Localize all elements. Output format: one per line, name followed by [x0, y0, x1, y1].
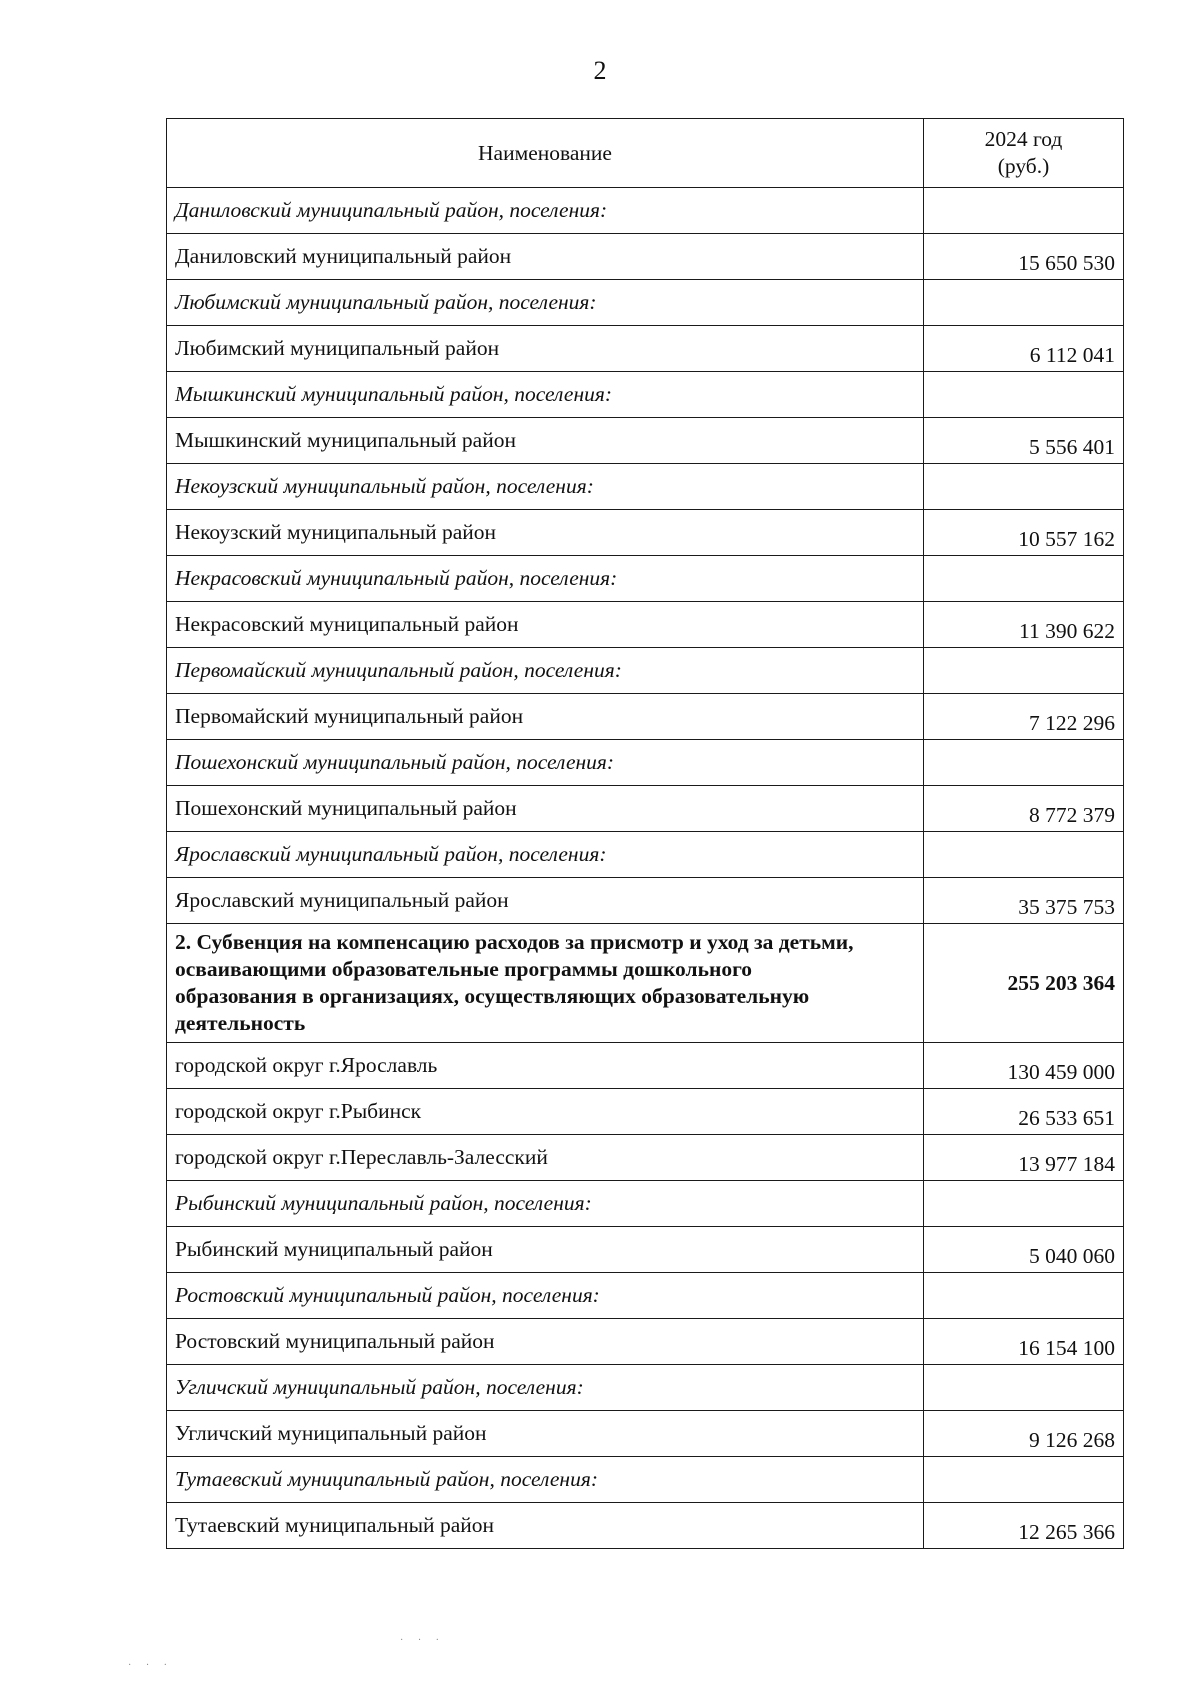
- row-value: 7 122 296: [924, 694, 1124, 740]
- region-heading-row: [167, 832, 1124, 878]
- header-year-line1: 2024 год: [984, 127, 1063, 152]
- row-name: городской округ г.Переславль-Залесский: [167, 1135, 924, 1181]
- region-heading-row: [167, 464, 1124, 510]
- row-name: Некоузский муниципальный район: [167, 510, 924, 556]
- row-name: Угличский муниципальный район, поселения:: [167, 1365, 924, 1411]
- row-value: 6 112 041: [924, 326, 1124, 372]
- row-name: Угличский муниципальный район: [167, 1411, 924, 1457]
- row-name: Пошехонский муниципальный район: [167, 786, 924, 832]
- row-name: Любимский муниципальный район: [167, 326, 924, 372]
- region-heading-row: [167, 188, 1124, 234]
- table-row: [167, 1503, 1124, 1549]
- table-row: [167, 1227, 1124, 1273]
- row-name: Некрасовский муниципальный район, поселения:: [167, 556, 924, 602]
- row-value: 8 772 379: [924, 786, 1124, 832]
- table-row: [167, 418, 1124, 464]
- row-name: Мышкинский муниципальный район: [167, 418, 924, 464]
- row-value: [924, 832, 1124, 878]
- row-value: [924, 464, 1124, 510]
- region-heading-row: [167, 648, 1124, 694]
- region-heading-row: [167, 372, 1124, 418]
- table-row: [167, 1411, 1124, 1457]
- row-value: 10 557 162: [924, 510, 1124, 556]
- section-total: 255 203 364: [924, 924, 1124, 1043]
- row-name: Первомайский муниципальный район, поселения:: [167, 648, 924, 694]
- scan-artifact: · · ·: [400, 1635, 445, 1646]
- region-heading-row: [167, 556, 1124, 602]
- row-name: городской округ г.Рыбинск: [167, 1089, 924, 1135]
- row-name: Рыбинский муниципальный район, поселения:: [167, 1181, 924, 1227]
- row-value: 9 126 268: [924, 1411, 1124, 1457]
- table-row: [167, 1319, 1124, 1365]
- row-name: Первомайский муниципальный район: [167, 694, 924, 740]
- row-value: 13 977 184: [924, 1135, 1124, 1181]
- table-body: [167, 188, 1124, 1549]
- row-name: Тутаевский муниципальный район: [167, 1503, 924, 1549]
- row-value: [924, 1365, 1124, 1411]
- region-heading-row: [167, 1273, 1124, 1319]
- row-value: [924, 188, 1124, 234]
- row-name: Мышкинский муниципальный район, поселения:: [167, 372, 924, 418]
- row-value: [924, 372, 1124, 418]
- section-row: [167, 924, 1124, 1043]
- table-row: [167, 510, 1124, 556]
- row-value: 26 533 651: [924, 1089, 1124, 1135]
- section-title: 2. Субвенция на компенсацию расходов за присмотр и уход за детьми, осваивающими образовательные программы дошкольного образования в организациях, осуществляющих образовательную деятельность: [167, 924, 924, 1043]
- region-heading-row: [167, 1457, 1124, 1503]
- table-row: [167, 1043, 1124, 1089]
- region-heading-row: [167, 740, 1124, 786]
- row-name: Рыбинский муниципальный район: [167, 1227, 924, 1273]
- region-heading-row: [167, 1365, 1124, 1411]
- row-value: [924, 1273, 1124, 1319]
- row-value: 130 459 000: [924, 1043, 1124, 1089]
- row-value: [924, 1181, 1124, 1227]
- row-name: Ростовский муниципальный район: [167, 1319, 924, 1365]
- row-value: [924, 280, 1124, 326]
- row-value: [924, 740, 1124, 786]
- table-header-row: [167, 119, 1124, 188]
- table-row: [167, 878, 1124, 924]
- table-row: [167, 326, 1124, 372]
- row-value: 35 375 753: [924, 878, 1124, 924]
- table-row: [167, 786, 1124, 832]
- header-year: [924, 119, 1124, 188]
- region-heading-row: [167, 1181, 1124, 1227]
- row-value: 11 390 622: [924, 602, 1124, 648]
- row-name: Даниловский муниципальный район, поселения:: [167, 188, 924, 234]
- budget-table: [166, 118, 1124, 1549]
- page-number: 2: [593, 56, 607, 85]
- row-value: [924, 1457, 1124, 1503]
- row-name: Любимский муниципальный район, поселения:: [167, 280, 924, 326]
- row-value: 5 040 060: [924, 1227, 1124, 1273]
- header-year-line2: (руб.): [997, 154, 1050, 178]
- table-row: [167, 694, 1124, 740]
- row-value: [924, 556, 1124, 602]
- row-value: [924, 648, 1124, 694]
- table-row: [167, 1089, 1124, 1135]
- row-value: 12 265 366: [924, 1503, 1124, 1549]
- row-name: Ростовский муниципальный район, поселения:: [167, 1273, 924, 1319]
- row-name: Некоузский муниципальный район, поселения:: [167, 464, 924, 510]
- row-name: Тутаевский муниципальный район, поселения:: [167, 1457, 924, 1503]
- row-name: Даниловский муниципальный район: [167, 234, 924, 280]
- row-name: городской округ г.Ярославль: [167, 1043, 924, 1089]
- row-value: 16 154 100: [924, 1319, 1124, 1365]
- header-name: Наименование: [167, 119, 924, 188]
- row-name: Пошехонский муниципальный район, поселения:: [167, 740, 924, 786]
- table-row: [167, 1135, 1124, 1181]
- row-value: 5 556 401: [924, 418, 1124, 464]
- row-name: Некрасовский муниципальный район: [167, 602, 924, 648]
- table-row: [167, 602, 1124, 648]
- table-row: [167, 234, 1124, 280]
- region-heading-row: [167, 280, 1124, 326]
- row-value: 15 650 530: [924, 234, 1124, 280]
- row-name: Ярославский муниципальный район: [167, 878, 924, 924]
- scan-artifact: · · ·: [128, 1660, 173, 1671]
- row-name: Ярославский муниципальный район, поселения:: [167, 832, 924, 878]
